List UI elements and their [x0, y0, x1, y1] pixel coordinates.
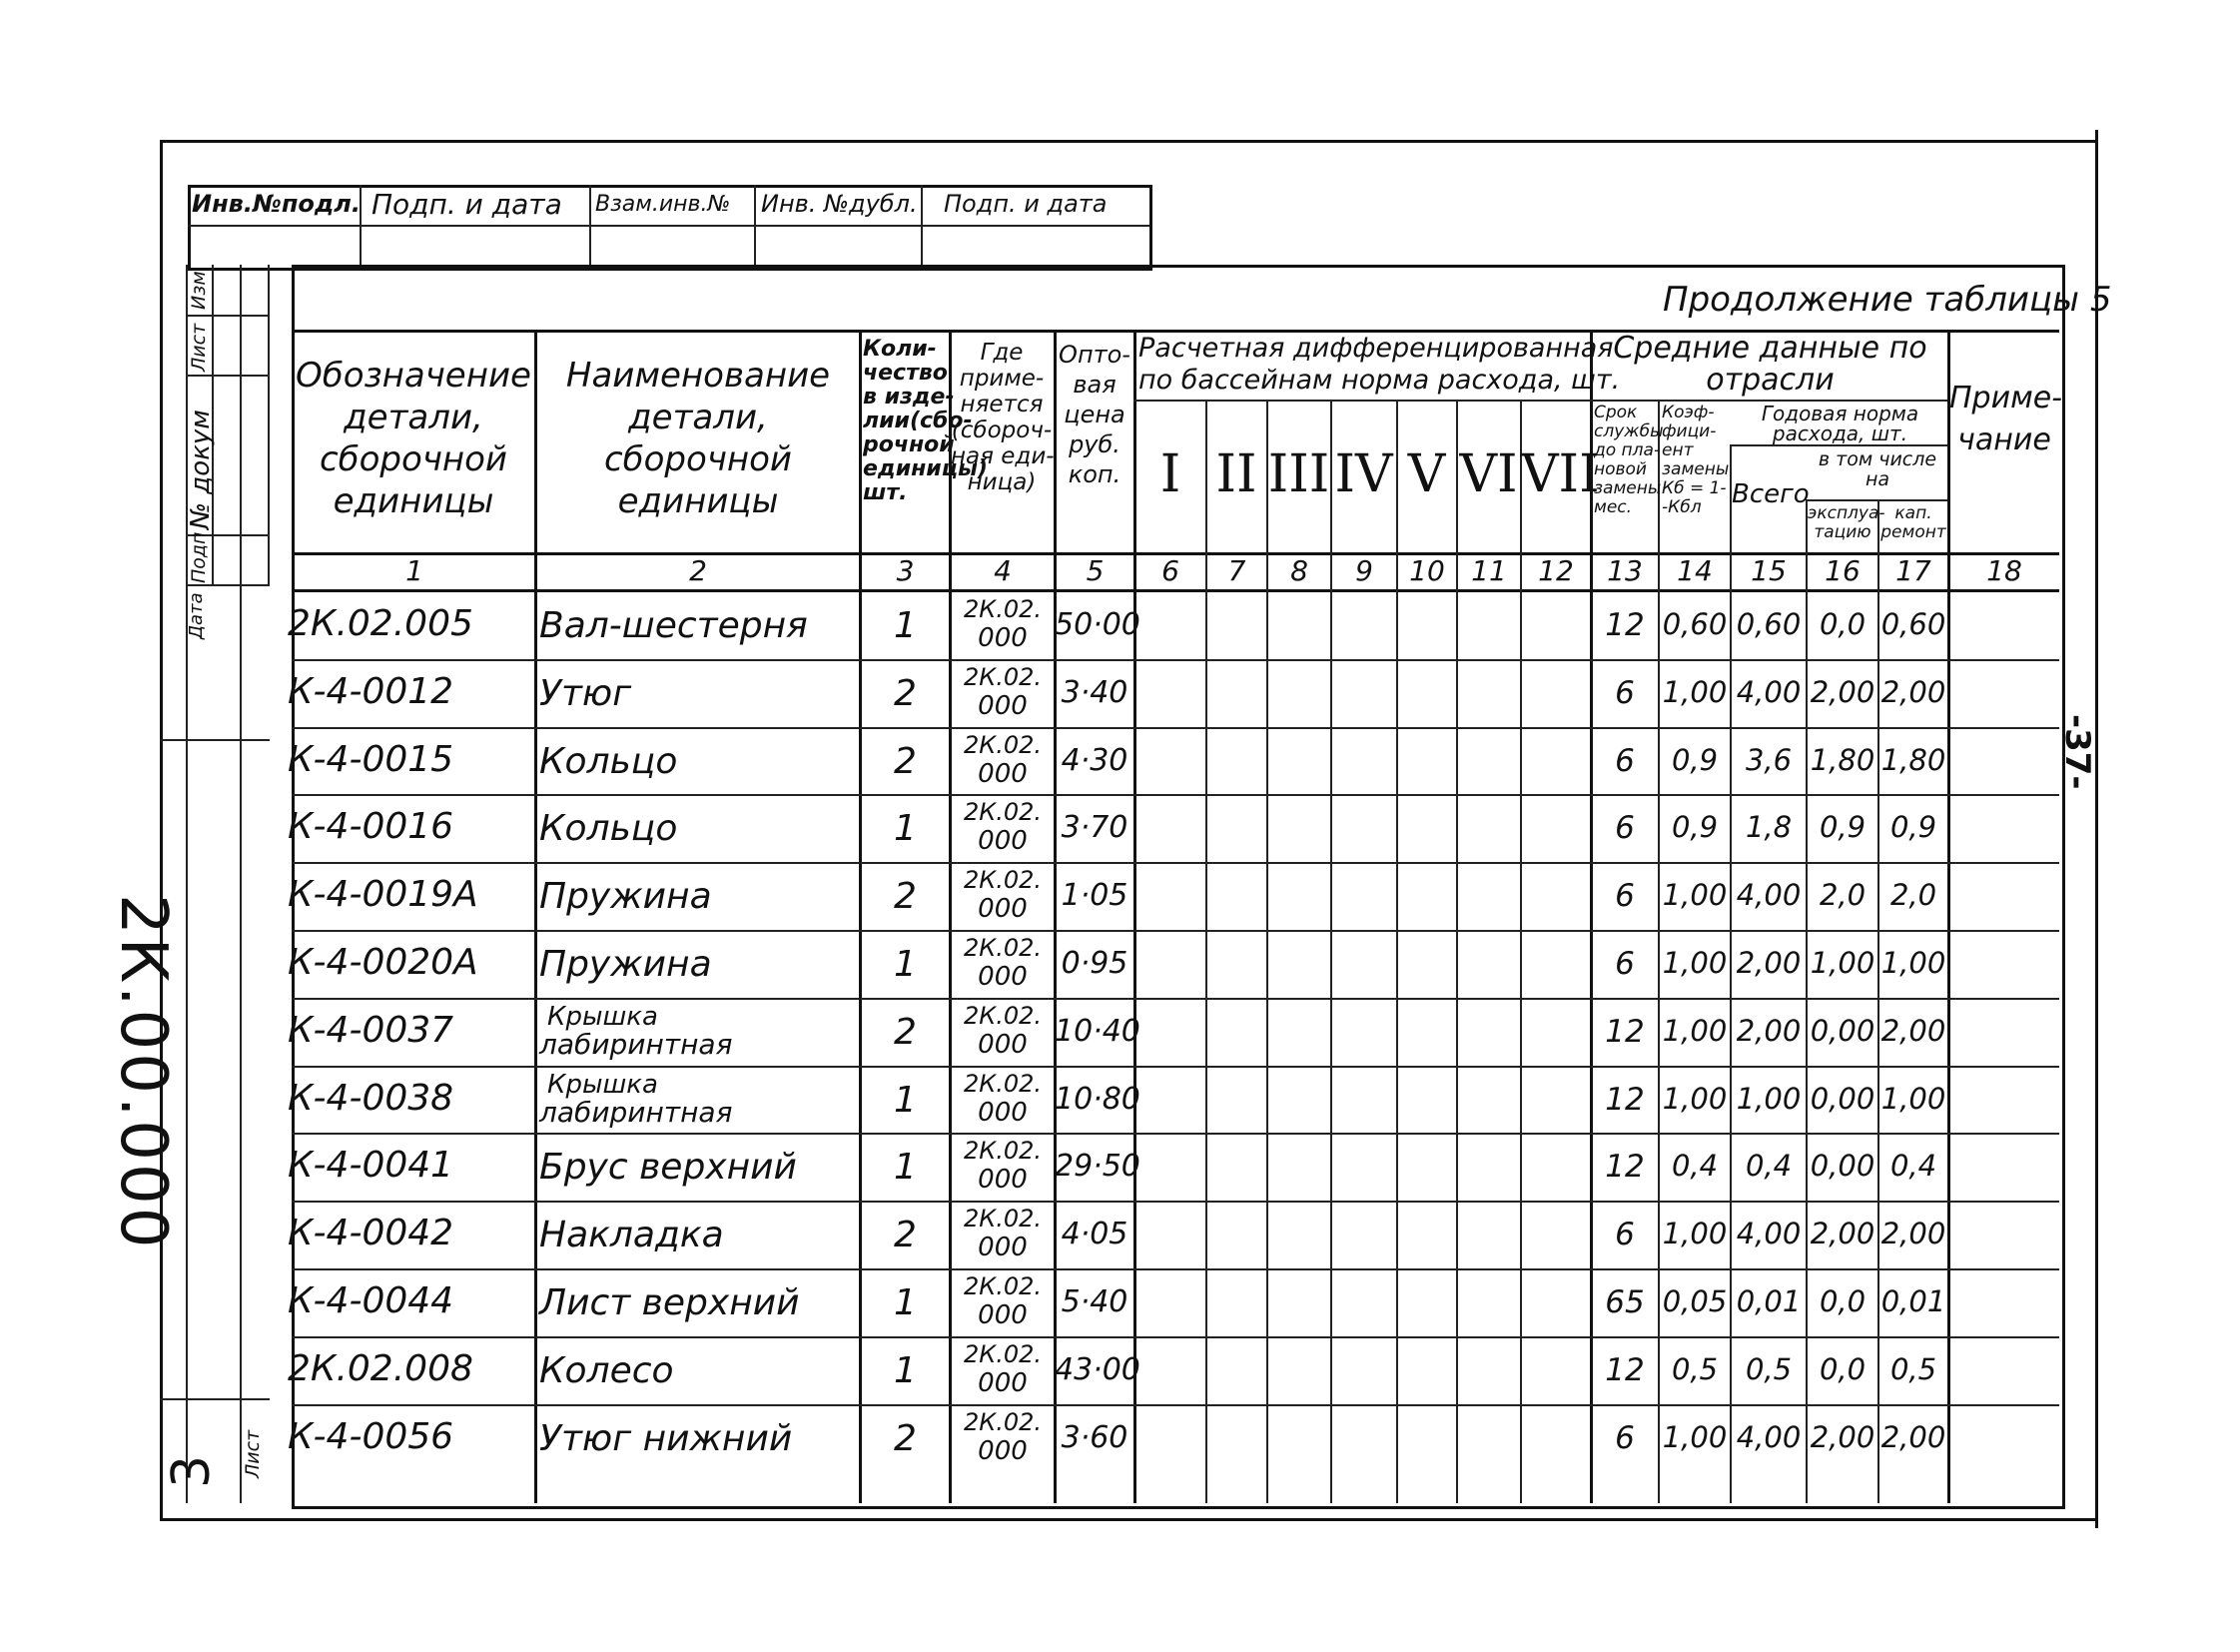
cell-overhaul: 1,00	[1880, 946, 1946, 980]
cell-coefficient: 0,4	[1671, 1149, 1719, 1184]
cell-total: 2,00	[1736, 1013, 1802, 1048]
side-row-line	[186, 584, 270, 586]
row-separator	[292, 930, 2059, 932]
header-line: единицы	[333, 481, 494, 521]
cell-operation: 0,9	[1819, 810, 1867, 845]
column-number: 15	[1751, 554, 1787, 587]
header-line: детали,	[344, 398, 483, 437]
col-sep	[534, 330, 537, 1503]
header-line: замены	[1594, 478, 1662, 498]
header-annual-norm	[1733, 404, 1947, 443]
cell-quantity: 2	[894, 672, 917, 714]
cell-designation: К-4-0012	[288, 670, 454, 712]
cell-coefficient: 0,60	[1662, 607, 1728, 641]
cell-where-used: 000	[978, 1367, 1028, 1398]
cell-coefficient: 1,00	[1662, 1419, 1728, 1454]
cell-where-used: 000	[978, 1233, 1028, 1263]
cell-price: 4·30	[1061, 742, 1128, 778]
cell-name: Кольцо	[539, 808, 678, 850]
cell-where-used: 000	[978, 1435, 1028, 1466]
header-line: Коэф-	[1662, 403, 1715, 422]
header-line: ная еди-	[951, 443, 1055, 469]
basin-iv: IV	[1334, 444, 1393, 504]
cell-coefficient: 1,00	[1662, 1081, 1728, 1116]
cell-where-used: 000	[978, 894, 1028, 925]
cell-name: лабиринтная	[539, 1095, 733, 1129]
cell-total: 0,60	[1736, 607, 1802, 641]
cell-price: 0·95	[1061, 946, 1128, 981]
header-line: Обозначение	[296, 356, 531, 396]
row-separator	[292, 727, 2059, 729]
cell-coefficient: 0,05	[1662, 1284, 1728, 1318]
header-line: расхода, шт.	[1772, 421, 1908, 445]
header-line: отрасли	[1706, 363, 1835, 398]
header-line: ремонт	[1880, 522, 1946, 542]
basin-vi: VI	[1459, 444, 1518, 504]
table-caption: Продолжение таблицы 5	[1663, 280, 2112, 320]
cell-service-life: 12	[1605, 1013, 1645, 1050]
row-separator	[292, 1066, 2059, 1068]
row-separator	[292, 1404, 2059, 1406]
cell-name: Накладка	[539, 1215, 724, 1256]
cell-operation: 2,0	[1819, 878, 1867, 913]
cell-overhaul: 0,4	[1889, 1149, 1937, 1184]
row-separator	[292, 659, 2059, 661]
header-line: Коли-	[863, 337, 937, 362]
side-label: Дата	[186, 592, 207, 639]
frame-bottom-line	[160, 1518, 2097, 1521]
cell-service-life: 12	[1605, 607, 1645, 643]
stamp-divider	[188, 225, 1149, 227]
header-price	[1056, 340, 1133, 489]
column-number: 13	[1607, 554, 1643, 587]
cell-where-used: 2К.02.	[963, 1272, 1043, 1300]
header-line: Где	[980, 340, 1024, 366]
side-row-line	[186, 375, 270, 377]
cell-quantity: 1	[894, 605, 917, 646]
side-row-line	[186, 315, 270, 317]
header-line: единицы)	[863, 456, 988, 481]
col-sep	[1133, 330, 1136, 1503]
cell-name: Брус верхний	[539, 1147, 797, 1189]
row-separator	[292, 1336, 2059, 1338]
column-number: 4	[994, 554, 1012, 587]
cell-service-life: 6	[1615, 674, 1635, 711]
basin-ii: II	[1215, 444, 1257, 504]
cell-total: 0,01	[1736, 1284, 1802, 1318]
cell-service-life: 6	[1615, 810, 1635, 847]
column-number: 12	[1538, 554, 1574, 587]
cell-name: Крышка	[547, 1001, 658, 1032]
cell-service-life: 6	[1615, 742, 1635, 779]
cell-quantity: 2	[894, 1215, 917, 1256]
header-designation	[295, 355, 532, 522]
header-including	[1808, 449, 1947, 489]
column-number: 1	[405, 554, 423, 587]
cell-where-used: 2К.02.	[963, 1137, 1043, 1166]
cell-coefficient: 1,00	[1662, 674, 1728, 709]
cell-price: 3·70	[1061, 810, 1128, 846]
column-number: 3	[896, 554, 915, 587]
cell-coefficient: 1,00	[1662, 946, 1728, 980]
cell-quantity: 1	[894, 1282, 917, 1323]
cell-service-life: 6	[1615, 946, 1635, 982]
cell-operation: 0,00	[1810, 1149, 1875, 1184]
header-line: чество	[863, 361, 948, 386]
row-separator	[292, 862, 2059, 864]
header-line: кап.	[1894, 503, 1932, 523]
cell-designation: К-4-0020А	[288, 942, 478, 983]
column-number: 10	[1409, 554, 1445, 587]
side-label: Изм	[188, 271, 210, 310]
header-line: по бассейнам норма расхода, шт.	[1138, 365, 1621, 396]
cell-total: 0,5	[1745, 1351, 1793, 1386]
cell-coefficient: 1,00	[1662, 1217, 1728, 1251]
cell-name: Колесо	[539, 1349, 674, 1391]
page-number: -37-	[2057, 714, 2097, 790]
header-line: сборочной	[603, 439, 793, 479]
column-number: 17	[1895, 554, 1931, 587]
cell-operation: 2,00	[1810, 1217, 1875, 1251]
cell-overhaul: 0,5	[1889, 1351, 1937, 1386]
cell-operation: 2,00	[1810, 1419, 1875, 1454]
stamp-field: Подп. и дата	[372, 188, 562, 221]
header-line: единицы	[617, 481, 779, 521]
cell-operation: 0,0	[1819, 1351, 1867, 1386]
cell-total: 2,00	[1736, 946, 1802, 980]
row-separator	[292, 1201, 2059, 1203]
header-line: цена	[1064, 401, 1125, 428]
cell-where-used: 2К.02.	[963, 866, 1043, 895]
header-basins-group	[1138, 333, 1620, 397]
header-line: рочной	[863, 432, 955, 457]
sheet-label: Лист	[242, 1429, 264, 1478]
cell-overhaul: 1,80	[1880, 742, 1946, 777]
cell-service-life: 6	[1615, 878, 1635, 915]
cell-total: 4,00	[1736, 1419, 1802, 1454]
cell-price: 4·05	[1061, 1217, 1128, 1252]
cell-overhaul: 2,00	[1880, 1217, 1946, 1251]
cell-quantity: 1	[894, 1079, 917, 1121]
cell-designation: К-4-0056	[288, 1415, 454, 1457]
cell-service-life: 12	[1605, 1081, 1645, 1118]
row-separator	[292, 998, 2059, 1000]
side-label: Подп	[188, 531, 210, 583]
cell-coefficient: 0,9	[1671, 742, 1719, 777]
column-number: 6	[1161, 554, 1179, 587]
cell-price: 1·05	[1061, 878, 1128, 914]
sheet-marker: 3	[162, 1454, 222, 1488]
column-number: 8	[1290, 554, 1308, 587]
cell-quantity: 1	[894, 1349, 917, 1391]
cell-designation: К-4-0042	[288, 1213, 454, 1254]
header-line: коп.	[1068, 460, 1121, 488]
header-line: Опто-	[1059, 341, 1130, 369]
cell-coefficient: 0,5	[1671, 1351, 1719, 1386]
header-name	[539, 355, 857, 522]
cell-total: 4,00	[1736, 1217, 1802, 1251]
header-line: чание	[1957, 422, 2051, 457]
col-sep	[1054, 330, 1057, 1503]
header-coefficient	[1662, 404, 1730, 517]
side-col-line	[268, 265, 270, 584]
cell-designation: К-4-0015	[288, 738, 454, 780]
cell-where-used: 2К.02.	[963, 1339, 1043, 1368]
cell-overhaul: 2,00	[1880, 1419, 1946, 1454]
header-line: Кб = 1-	[1662, 478, 1727, 498]
cell-where-used: 2К.02.	[963, 1069, 1043, 1098]
cell-name: Пружина	[539, 876, 712, 918]
cell-price: 50·00	[1055, 607, 1140, 642]
header-line: тацию	[1814, 522, 1871, 542]
side-row-line	[160, 739, 270, 741]
cell-name: Крышка	[547, 1069, 658, 1100]
stamp-field: Инв. №дубл.	[761, 190, 918, 218]
cell-designation: К-4-0041	[288, 1145, 454, 1187]
column-number: 7	[1227, 554, 1246, 587]
stamp-sep	[589, 185, 591, 268]
row-separator	[292, 794, 2059, 796]
cell-name: Утюг нижний	[539, 1417, 793, 1459]
header-line: ница)	[967, 469, 1037, 495]
cell-price: 29·50	[1055, 1149, 1140, 1185]
stamp-field: Взам.инв.№	[595, 192, 731, 217]
column-number: 18	[1986, 554, 2022, 587]
header-line: фици-	[1662, 421, 1717, 441]
header-service-life	[1594, 403, 1664, 517]
header-line: сборочной	[319, 439, 508, 479]
cell-where-used: 000	[978, 1300, 1028, 1330]
header-line: няется	[960, 392, 1044, 417]
header-line: -Кбл	[1662, 497, 1702, 517]
column-number: 14	[1677, 554, 1713, 587]
header-line: Расчетная дифференцированная	[1138, 333, 1614, 364]
header-line: ент	[1662, 440, 1694, 460]
header-line: в изде-	[863, 385, 955, 410]
cell-operation: 0,00	[1810, 1081, 1875, 1116]
cell-overhaul: 2,0	[1889, 878, 1937, 913]
basin-iii: III	[1267, 444, 1330, 504]
cell-designation: К-4-0016	[288, 806, 454, 848]
header-line: (сбороч-	[951, 417, 1053, 443]
column-number: 9	[1355, 554, 1373, 587]
cell-designation: К-4-0037	[288, 1009, 454, 1051]
side-col-line	[240, 265, 242, 1503]
cell-quantity: 2	[894, 740, 917, 782]
cell-quantity: 2	[894, 1011, 917, 1053]
header-line: Наименование	[565, 356, 831, 396]
cell-operation: 1,00	[1810, 946, 1875, 980]
side-label: № докум	[186, 410, 216, 529]
cell-where-used: 2К.02.	[963, 798, 1043, 827]
stamp-sep	[754, 185, 756, 268]
cell-price: 10·40	[1055, 1013, 1140, 1049]
header-line: в том числе	[1818, 448, 1937, 470]
cell-where-used: 2К.02.	[963, 1407, 1043, 1436]
cell-designation: К-4-0019А	[288, 874, 478, 916]
header-overhaul	[1879, 504, 1947, 542]
cell-operation: 0,00	[1810, 1013, 1875, 1048]
cell-total: 3,6	[1745, 742, 1793, 777]
cell-where-used: 000	[978, 1097, 1028, 1128]
cell-designation: 2К.02.008	[288, 1347, 473, 1389]
header-sub	[1806, 499, 1947, 501]
cell-name: Вал-шестерня	[539, 605, 808, 646]
side-row-line	[160, 1398, 270, 1400]
cell-where-used: 000	[978, 690, 1028, 721]
cell-operation: 1,80	[1810, 742, 1875, 777]
stamp-field: Подп. и дата	[944, 190, 1108, 218]
header-where-used	[951, 340, 1053, 495]
header-line: новой	[1594, 459, 1647, 479]
column-number: 11	[1471, 554, 1507, 587]
cell-price: 5·40	[1061, 1284, 1128, 1319]
column-number: 16	[1825, 554, 1861, 587]
stamp-sep	[921, 185, 923, 268]
cell-overhaul: 2,00	[1880, 1013, 1946, 1048]
column-number: 2	[689, 554, 707, 587]
header-quantity	[863, 337, 988, 505]
cell-name: Пружина	[539, 944, 712, 985]
header-line: шт.	[863, 480, 908, 505]
cell-total: 4,00	[1736, 878, 1802, 913]
cell-where-used: 2К.02.	[963, 934, 1043, 962]
cell-quantity: 2	[894, 876, 917, 918]
cell-total: 1,8	[1745, 810, 1793, 845]
header-line: до пла-	[1594, 440, 1661, 460]
header-line: лии(сбо-	[863, 409, 973, 433]
header-line: Годовая норма	[1761, 402, 1919, 425]
cell-price: 43·00	[1055, 1351, 1140, 1387]
header-line: эксплуа-	[1808, 503, 1885, 523]
cell-price: 3·40	[1061, 674, 1128, 710]
row-separator	[292, 1268, 2059, 1270]
header-line: детали,	[628, 398, 768, 437]
header-avg-group	[1593, 333, 1947, 397]
col-sep	[1947, 330, 1950, 1503]
cell-where-used: 000	[978, 1029, 1028, 1060]
cell-designation: К-4-0038	[288, 1077, 454, 1119]
cell-service-life: 65	[1605, 1284, 1645, 1320]
designation-vertical: 2К.00.000	[106, 894, 180, 1251]
cell-coefficient: 1,00	[1662, 1013, 1728, 1048]
cell-coefficient: 1,00	[1662, 878, 1728, 913]
column-number: 5	[1086, 554, 1105, 587]
header-line: мес.	[1594, 497, 1633, 517]
basin-v: V	[1407, 444, 1446, 504]
side-label: Лист	[188, 323, 210, 372]
col-sep	[1590, 330, 1593, 1503]
cell-where-used: 2К.02.	[963, 730, 1043, 759]
header-line: замены	[1662, 459, 1730, 479]
header-line: Срок	[1594, 403, 1638, 422]
cell-overhaul: 2,00	[1880, 674, 1946, 709]
cell-quantity: 1	[894, 944, 917, 985]
cell-total: 4,00	[1736, 674, 1802, 709]
header-notes	[1949, 378, 2063, 461]
cell-price: 3·60	[1061, 1419, 1128, 1455]
cell-operation: 0,0	[1819, 607, 1867, 641]
header-line: Приме-	[1949, 381, 2063, 415]
cell-overhaul: 0,01	[1880, 1284, 1946, 1318]
cell-designation: К-4-0044	[288, 1280, 454, 1321]
frame-left-line	[160, 140, 163, 1518]
basin-i: I	[1159, 444, 1181, 504]
cell-name: лабиринтная	[539, 1027, 733, 1061]
cell-service-life: 12	[1605, 1351, 1645, 1388]
cell-quantity: 1	[894, 808, 917, 850]
cell-name: Кольцо	[539, 740, 678, 782]
cell-quantity: 1	[894, 1147, 917, 1189]
header-line: вая	[1073, 371, 1117, 399]
cell-service-life: 6	[1615, 1419, 1635, 1456]
cell-operation: 0,0	[1819, 1284, 1867, 1318]
header-line: службы	[1594, 421, 1664, 441]
header-operation	[1808, 503, 1885, 542]
cell-total: 0,4	[1745, 1149, 1793, 1184]
cell-where-used: 000	[978, 1165, 1028, 1196]
stamp-field: Инв.№подл.	[192, 190, 361, 218]
row-separator	[292, 1133, 2059, 1135]
cell-price: 10·80	[1055, 1081, 1140, 1117]
header-line: Средние данные по	[1613, 331, 1927, 366]
frame-top-line	[160, 140, 2097, 143]
cell-where-used: 2К.02.	[963, 1001, 1043, 1030]
cell-operation: 2,00	[1810, 674, 1875, 709]
cell-service-life: 12	[1605, 1149, 1645, 1186]
header-line: на	[1865, 468, 1890, 490]
header-total: Всего	[1732, 479, 1810, 509]
cell-where-used: 2К.02.	[963, 595, 1043, 623]
frame-right-line	[2095, 130, 2098, 1528]
cell-name: Утюг	[539, 672, 632, 714]
cell-name: Лист верхний	[539, 1282, 800, 1323]
header-line: руб.	[1069, 430, 1120, 458]
cell-overhaul: 0,60	[1880, 607, 1946, 641]
colnum-bottom	[292, 589, 2059, 592]
cell-quantity: 2	[894, 1417, 917, 1459]
cell-where-used: 000	[978, 962, 1028, 992]
cell-where-used: 000	[978, 758, 1028, 789]
cell-service-life: 6	[1615, 1217, 1635, 1253]
cell-where-used: 000	[978, 623, 1028, 653]
cell-where-used: 2К.02.	[963, 662, 1043, 691]
cell-where-used: 000	[978, 826, 1028, 857]
header-line: приме-	[959, 366, 1045, 392]
basin-vii: VII	[1521, 444, 1600, 504]
cell-where-used: 2К.02.	[963, 1205, 1043, 1234]
cell-overhaul: 1,00	[1880, 1081, 1946, 1116]
cell-total: 1,00	[1736, 1081, 1802, 1116]
cell-coefficient: 0,9	[1671, 810, 1719, 845]
cell-designation: 2К.02.005	[288, 603, 473, 644]
cell-overhaul: 0,9	[1889, 810, 1937, 845]
